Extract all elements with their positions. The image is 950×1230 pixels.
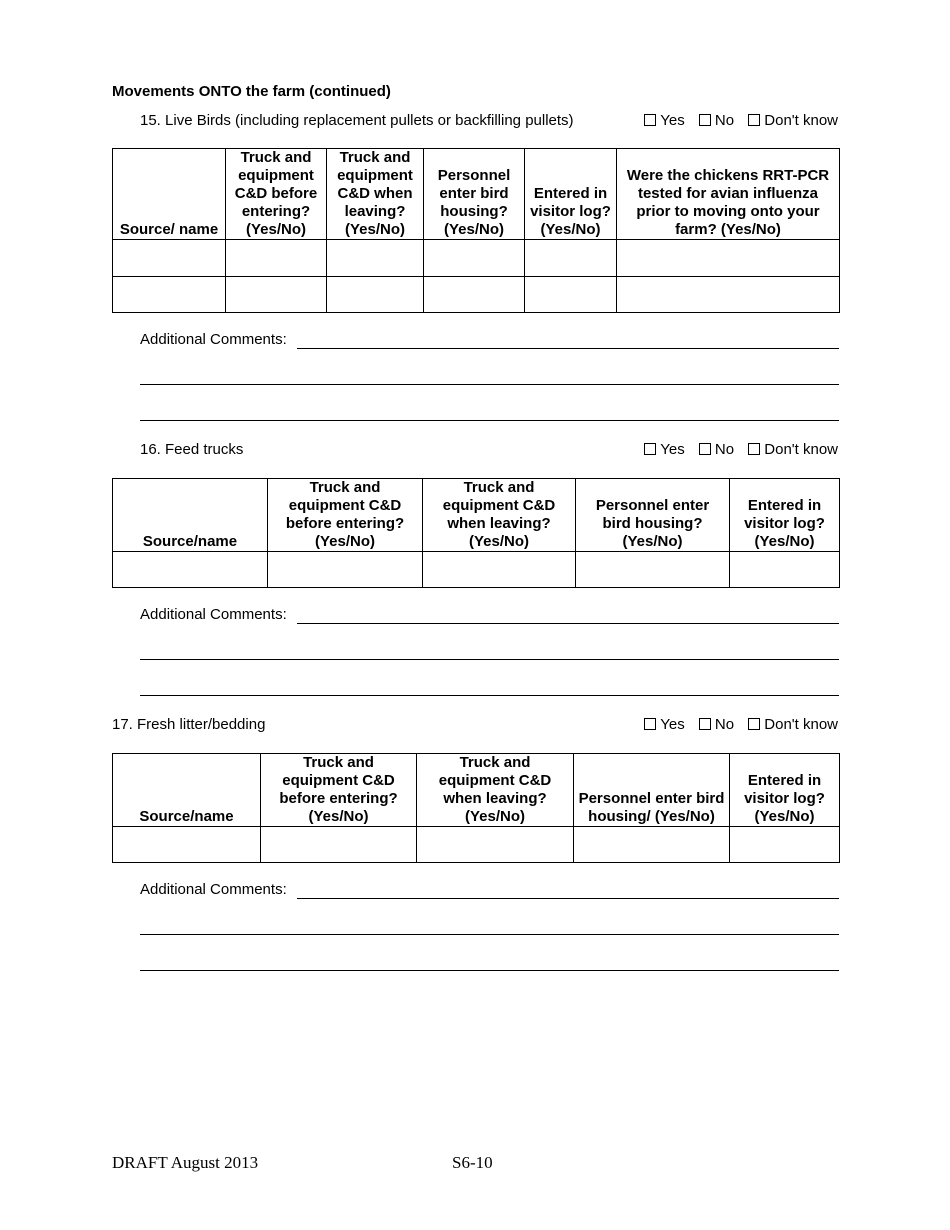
column-header: Truck and equipment C&D before entering? (Yes/No) — [261, 754, 417, 827]
column-header: Personnel enter bird housing/ (Yes/No) — [574, 754, 730, 827]
table-cell[interactable] — [268, 552, 423, 588]
section-heading: Movements ONTO the farm (continued) — [112, 83, 391, 100]
checkbox-icon[interactable] — [644, 718, 656, 730]
checkbox-icon[interactable] — [748, 114, 760, 126]
question-17-table — [112, 753, 840, 863]
table-cell[interactable] — [424, 240, 525, 277]
table-cell[interactable] — [423, 552, 576, 588]
table-cell[interactable] — [424, 277, 525, 313]
comment-line[interactable] — [140, 934, 839, 935]
table-cell[interactable] — [261, 827, 417, 863]
column-header: Personnel enter bird housing? (Yes/No) — [576, 479, 730, 552]
question-16-table — [112, 478, 840, 588]
table-cell[interactable] — [226, 240, 327, 277]
column-header: Truck and equipment C&D when leaving? (Yes/No) — [423, 479, 576, 552]
footer-page-number: S6-10 — [452, 1153, 493, 1172]
table-header-row — [113, 479, 840, 552]
option-yes[interactable]: Yes — [644, 112, 684, 129]
table-cell[interactable] — [113, 827, 261, 863]
question-16-label: 16. Feed trucks — [140, 441, 244, 458]
option-no[interactable]: No — [699, 112, 734, 129]
option-no[interactable]: No — [699, 716, 734, 733]
column-header: Source/name — [113, 479, 268, 552]
option-yes[interactable]: Yes — [644, 441, 684, 458]
comment-line[interactable] — [140, 695, 839, 696]
column-header: Truck and equipment C&D when leaving? (Yes/No) — [417, 754, 574, 827]
table-cell[interactable] — [730, 827, 840, 863]
table-row — [113, 827, 840, 863]
table-cell[interactable] — [574, 827, 730, 863]
table-row — [113, 277, 840, 313]
comment-line[interactable] — [140, 970, 839, 971]
table-cell[interactable] — [525, 277, 617, 313]
table-row — [113, 552, 840, 588]
table-cell[interactable] — [226, 277, 327, 313]
comment-line[interactable] — [140, 659, 839, 660]
column-header: Entered in visitor log? (Yes/No) — [730, 754, 840, 827]
checkbox-icon[interactable] — [699, 114, 711, 126]
column-header: Truck and equipment C&D when leaving? (Yes/No) — [327, 149, 424, 240]
table-row — [113, 240, 840, 277]
checkbox-icon[interactable] — [644, 443, 656, 455]
table-cell[interactable] — [327, 240, 424, 277]
question-17-label: 17. Fresh litter/bedding — [112, 716, 266, 733]
column-header: Entered in visitor log? (Yes/No) — [730, 479, 840, 552]
question-17-options — [644, 716, 838, 733]
question-15-comments-label: Additional Comments: — [140, 331, 287, 348]
table-cell[interactable] — [417, 827, 574, 863]
footer-draft-date: DRAFT August 2013 — [112, 1153, 259, 1172]
table-cell[interactable] — [730, 552, 840, 588]
table-cell[interactable] — [113, 552, 268, 588]
column-header: Personnel enter bird housing? (Yes/No) — [424, 149, 525, 240]
question-17-comments-label: Additional Comments: — [140, 881, 287, 898]
table-cell[interactable] — [617, 240, 840, 277]
table-header-row — [113, 754, 840, 827]
column-header: Entered in visitor log? (Yes/No) — [525, 149, 617, 240]
table-cell[interactable] — [113, 240, 226, 277]
column-header: Were the chickens RRT-PCR tested for avian influenza prior to moving onto your farm? (Yes/No) — [617, 149, 840, 240]
column-header: Truck and equipment C&D before entering? (Yes/No) — [268, 479, 423, 552]
comment-line[interactable] — [140, 384, 839, 385]
checkbox-icon[interactable] — [644, 114, 656, 126]
checkbox-icon[interactable] — [699, 443, 711, 455]
option-dont-know[interactable]: Don't know — [748, 112, 838, 129]
question-15-options — [644, 112, 838, 129]
column-header: Source/ name — [113, 149, 226, 240]
option-dont-know[interactable]: Don't know — [748, 716, 838, 733]
column-header: Source/name — [113, 754, 261, 827]
comment-line[interactable] — [140, 420, 839, 421]
checkbox-icon[interactable] — [748, 443, 760, 455]
table-cell[interactable] — [113, 277, 226, 313]
option-dont-know[interactable]: Don't know — [748, 441, 838, 458]
comment-line[interactable] — [297, 898, 839, 899]
column-header: Truck and equipment C&D before entering? (Yes/No) — [226, 149, 327, 240]
question-15-label: 15. Live Birds (including replacement pullets or backfilling pullets) — [140, 112, 574, 129]
table-cell[interactable] — [576, 552, 730, 588]
option-yes[interactable]: Yes — [644, 716, 684, 733]
question-16-comments-label: Additional Comments: — [140, 606, 287, 623]
comment-line[interactable] — [297, 348, 839, 349]
comment-line[interactable] — [297, 623, 839, 624]
table-header-row — [113, 149, 840, 240]
question-15-table — [112, 148, 840, 313]
question-16-options — [644, 441, 838, 458]
table-cell[interactable] — [327, 277, 424, 313]
table-cell[interactable] — [617, 277, 840, 313]
option-no[interactable]: No — [699, 441, 734, 458]
table-cell[interactable] — [525, 240, 617, 277]
checkbox-icon[interactable] — [748, 718, 760, 730]
checkbox-icon[interactable] — [699, 718, 711, 730]
